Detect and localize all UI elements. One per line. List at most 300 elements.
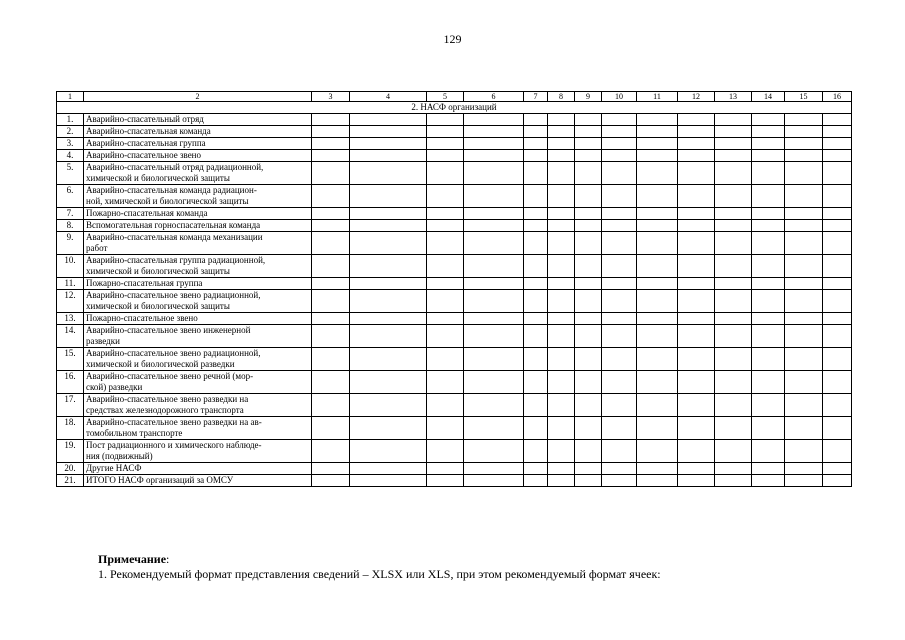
data-cell: [427, 150, 464, 162]
data-cell: [350, 114, 427, 126]
row-name-line: ной, химической и биологической защиты: [86, 196, 249, 206]
row-name: [84, 255, 312, 278]
table-row: [57, 150, 852, 162]
data-cell: [575, 138, 602, 150]
data-cell: [524, 185, 548, 208]
data-cell: [464, 185, 524, 208]
data-cell: [752, 162, 785, 185]
row-name: [84, 150, 312, 162]
row-number: 4.: [57, 150, 84, 162]
data-cell: [427, 417, 464, 440]
row-name: [84, 394, 312, 417]
row-name: [84, 278, 312, 290]
data-cell: [427, 290, 464, 313]
data-cell: [715, 138, 752, 150]
data-cell: [823, 220, 852, 232]
row-name: [84, 232, 312, 255]
data-cell: [752, 463, 785, 475]
data-cell: [350, 138, 427, 150]
data-cell: [575, 220, 602, 232]
data-cell: [575, 463, 602, 475]
data-cell: [350, 463, 427, 475]
data-cell: [312, 463, 350, 475]
data-cell: [602, 278, 637, 290]
data-cell: [427, 463, 464, 475]
data-cell: [427, 440, 464, 463]
data-cell: [548, 208, 575, 220]
row-number: 18.: [57, 417, 84, 440]
data-cell: [548, 440, 575, 463]
data-cell: [785, 417, 823, 440]
data-cell: [524, 290, 548, 313]
table-row: [57, 138, 852, 150]
data-cell: [350, 162, 427, 185]
data-cell: [785, 255, 823, 278]
data-cell: [548, 394, 575, 417]
data-cell: [524, 162, 548, 185]
data-cell: [464, 348, 524, 371]
data-cell: [548, 417, 575, 440]
data-cell: [602, 325, 637, 348]
data-cell: [350, 371, 427, 394]
data-cell: [752, 278, 785, 290]
row-name-line: работ: [86, 243, 108, 253]
table-row: [57, 394, 852, 417]
data-cell: [678, 126, 715, 138]
row-name-line: химической и биологической разведки: [86, 359, 235, 369]
table-row: [57, 255, 852, 278]
data-cell: [785, 232, 823, 255]
data-cell: [678, 290, 715, 313]
data-cell: [823, 371, 852, 394]
data-cell: [427, 278, 464, 290]
data-cell: [602, 475, 637, 487]
data-cell: [637, 278, 678, 290]
row-name: [84, 440, 312, 463]
column-number-cell: 15: [785, 92, 823, 102]
data-cell: [602, 185, 637, 208]
data-cell: [427, 313, 464, 325]
data-cell: [823, 278, 852, 290]
data-cell: [350, 313, 427, 325]
data-cell: [427, 232, 464, 255]
data-cell: [312, 371, 350, 394]
table-row: [57, 232, 852, 255]
data-cell: [427, 394, 464, 417]
column-number-cell: 13: [715, 92, 752, 102]
row-number: 17.: [57, 394, 84, 417]
data-cell: [715, 313, 752, 325]
data-cell: [823, 114, 852, 126]
data-cell: [312, 138, 350, 150]
data-cell: [575, 313, 602, 325]
data-cell: [602, 114, 637, 126]
data-cell: [678, 138, 715, 150]
table-row: [57, 371, 852, 394]
data-cell: [752, 220, 785, 232]
data-cell: [524, 394, 548, 417]
data-cell: [785, 348, 823, 371]
data-cell: [464, 290, 524, 313]
data-cell: [350, 150, 427, 162]
data-cell: [785, 440, 823, 463]
data-cell: [715, 208, 752, 220]
row-name-line: Аварийно-спасательная группа: [86, 138, 206, 148]
data-cell: [312, 255, 350, 278]
data-cell: [464, 394, 524, 417]
data-cell: [575, 348, 602, 371]
data-cell: [312, 126, 350, 138]
data-cell: [823, 150, 852, 162]
row-name: [84, 417, 312, 440]
row-name-line: Пожарно-спасательная группа: [86, 278, 203, 288]
data-cell: [427, 475, 464, 487]
row-name-line: химической и биологической защиты: [86, 301, 230, 311]
data-cell: [548, 126, 575, 138]
data-cell: [548, 278, 575, 290]
row-name-line: ИТОГО НАСФ организаций за ОМСУ: [86, 475, 234, 485]
data-cell: [637, 150, 678, 162]
data-cell: [524, 208, 548, 220]
data-cell: [637, 185, 678, 208]
data-cell: [752, 417, 785, 440]
data-cell: [715, 475, 752, 487]
data-cell: [602, 463, 637, 475]
data-cell: [637, 138, 678, 150]
data-cell: [524, 138, 548, 150]
data-cell: [637, 348, 678, 371]
data-cell: [752, 475, 785, 487]
data-cell: [548, 475, 575, 487]
table-row: [57, 162, 852, 185]
row-name: [84, 126, 312, 138]
column-number-cell: 3: [312, 92, 350, 102]
data-cell: [785, 208, 823, 220]
data-cell: [637, 440, 678, 463]
row-name-line: Аварийно-спасательное звено: [86, 150, 202, 160]
data-cell: [785, 290, 823, 313]
data-cell: [678, 371, 715, 394]
data-cell: [715, 232, 752, 255]
column-number-cell: 10: [602, 92, 637, 102]
data-cell: [752, 290, 785, 313]
data-cell: [464, 255, 524, 278]
row-name: [84, 220, 312, 232]
data-cell: [548, 290, 575, 313]
data-cell: [715, 162, 752, 185]
data-cell: [464, 440, 524, 463]
data-cell: [464, 162, 524, 185]
column-number-cell: 16: [823, 92, 852, 102]
row-number: 20.: [57, 463, 84, 475]
data-cell: [427, 325, 464, 348]
data-cell: [524, 440, 548, 463]
data-cell: [548, 220, 575, 232]
data-cell: [427, 126, 464, 138]
data-cell: [785, 220, 823, 232]
row-number: 19.: [57, 440, 84, 463]
data-cell: [575, 162, 602, 185]
data-cell: [823, 313, 852, 325]
data-cell: [602, 126, 637, 138]
row-name-line: Аварийно-спасательное звено разведки на: [86, 394, 249, 404]
data-cell: [575, 440, 602, 463]
data-cell: [678, 463, 715, 475]
row-number: 16.: [57, 371, 84, 394]
column-number-cell: 4: [350, 92, 427, 102]
note-title: Примечание: [98, 552, 167, 566]
data-cell: [312, 313, 350, 325]
data-cell: [464, 114, 524, 126]
data-cell: [823, 138, 852, 150]
data-cell: [715, 463, 752, 475]
row-name-line: Аварийно-спасательная команда радиацион-: [86, 185, 257, 195]
data-cell: [524, 150, 548, 162]
data-cell: [575, 290, 602, 313]
data-cell: [427, 114, 464, 126]
data-cell: [312, 208, 350, 220]
data-cell: [464, 208, 524, 220]
row-name-line: Аварийно-спасательная команда механизации: [86, 232, 263, 242]
data-cell: [575, 114, 602, 126]
data-cell: [823, 440, 852, 463]
data-cell: [602, 138, 637, 150]
data-cell: [464, 475, 524, 487]
data-cell: [715, 348, 752, 371]
data-cell: [350, 394, 427, 417]
data-cell: [575, 185, 602, 208]
data-cell: [637, 417, 678, 440]
data-cell: [548, 138, 575, 150]
data-cell: [823, 162, 852, 185]
table-row: [57, 313, 852, 325]
row-name-line: Аварийно-спасательная команда: [86, 126, 211, 136]
data-cell: [678, 348, 715, 371]
data-cell: [785, 138, 823, 150]
column-number-cell: 5: [427, 92, 464, 102]
data-cell: [575, 417, 602, 440]
data-cell: [752, 325, 785, 348]
table-row: [57, 463, 852, 475]
data-cell: [312, 325, 350, 348]
data-cell: [548, 325, 575, 348]
data-cell: [548, 371, 575, 394]
data-cell: [678, 325, 715, 348]
section-title-row: [57, 102, 852, 114]
row-number: 3.: [57, 138, 84, 150]
data-cell: [637, 463, 678, 475]
data-cell: [548, 150, 575, 162]
data-cell: [548, 162, 575, 185]
data-cell: [785, 126, 823, 138]
data-cell: [785, 162, 823, 185]
data-cell: [637, 208, 678, 220]
section-title: 2. НАСФ организаций: [57, 102, 852, 114]
data-cell: [715, 255, 752, 278]
data-cell: [427, 162, 464, 185]
data-cell: [785, 313, 823, 325]
data-cell: [715, 150, 752, 162]
row-name-line: Аварийно-спасательное звено речной (мор-: [86, 371, 254, 381]
data-cell: [312, 220, 350, 232]
data-cell: [575, 255, 602, 278]
row-name-line: Аварийно-спасательное звено разведки на ав-: [86, 417, 262, 427]
data-cell: [464, 417, 524, 440]
row-number: 10.: [57, 255, 84, 278]
data-cell: [823, 417, 852, 440]
data-cell: [823, 255, 852, 278]
data-cell: [548, 255, 575, 278]
data-cell: [678, 475, 715, 487]
data-cell: [752, 394, 785, 417]
data-cell: [312, 162, 350, 185]
data-cell: [602, 220, 637, 232]
row-name-line: Пост радиационного и химического наблюде-: [86, 440, 262, 450]
column-number-cell: 2: [84, 92, 312, 102]
data-cell: [678, 208, 715, 220]
data-cell: [312, 348, 350, 371]
data-cell: [350, 208, 427, 220]
data-cell: [312, 417, 350, 440]
data-cell: [312, 150, 350, 162]
data-cell: [350, 417, 427, 440]
data-cell: [602, 348, 637, 371]
data-cell: [715, 394, 752, 417]
column-number-row: [57, 92, 852, 102]
row-name-line: средствах железнодорожного транспорта: [86, 405, 244, 415]
note: [98, 552, 661, 582]
data-cell: [715, 290, 752, 313]
data-cell: [464, 126, 524, 138]
data-cell: [637, 162, 678, 185]
data-cell: [312, 114, 350, 126]
data-cell: [637, 126, 678, 138]
data-cell: [524, 114, 548, 126]
table-row: [57, 417, 852, 440]
data-cell: [524, 126, 548, 138]
data-cell: [350, 475, 427, 487]
data-cell: [464, 325, 524, 348]
row-name: [84, 138, 312, 150]
data-cell: [427, 208, 464, 220]
row-name: [84, 348, 312, 371]
row-number: 11.: [57, 278, 84, 290]
data-cell: [678, 220, 715, 232]
data-cell: [312, 394, 350, 417]
data-cell: [548, 232, 575, 255]
row-name: [84, 208, 312, 220]
row-number: 7.: [57, 208, 84, 220]
data-cell: [602, 162, 637, 185]
data-cell: [350, 348, 427, 371]
data-cell: [464, 150, 524, 162]
table-row: [57, 185, 852, 208]
data-cell: [752, 114, 785, 126]
row-name-line: Аварийно-спасательное звено радиационной,: [86, 290, 261, 300]
column-number-cell: 6: [464, 92, 524, 102]
row-name: [84, 185, 312, 208]
data-cell: [524, 463, 548, 475]
row-name-line: Аварийно-спасательное звено инженерной: [86, 325, 251, 335]
data-cell: [785, 325, 823, 348]
page-number: 129: [443, 32, 462, 46]
row-name-line: ния (подвижный): [86, 451, 153, 461]
data-cell: [427, 348, 464, 371]
data-cell: [785, 371, 823, 394]
row-number: 15.: [57, 348, 84, 371]
data-cell: [637, 114, 678, 126]
data-cell: [548, 348, 575, 371]
data-cell: [575, 278, 602, 290]
data-cell: [427, 185, 464, 208]
data-cell: [602, 313, 637, 325]
data-cell: [715, 126, 752, 138]
data-cell: [752, 208, 785, 220]
data-cell: [715, 440, 752, 463]
data-cell: [464, 371, 524, 394]
data-cell: [785, 114, 823, 126]
row-name-line: Аварийно-спасательный отряд радиационной,: [86, 162, 264, 172]
data-cell: [637, 371, 678, 394]
data-cell: [823, 463, 852, 475]
row-name: [84, 371, 312, 394]
data-cell: [575, 394, 602, 417]
table-row: [57, 440, 852, 463]
data-cell: [678, 394, 715, 417]
data-cell: [464, 313, 524, 325]
row-number: 8.: [57, 220, 84, 232]
row-name-line: Аварийно-спасательное звено радиационной,: [86, 348, 261, 358]
data-cell: [575, 150, 602, 162]
column-number-cell: 1: [57, 92, 84, 102]
row-name-line: Пожарно-спасательное звено: [86, 313, 198, 323]
data-cell: [427, 138, 464, 150]
data-cell: [350, 278, 427, 290]
data-cell: [785, 394, 823, 417]
row-name: [84, 290, 312, 313]
data-cell: [752, 185, 785, 208]
column-number-cell: 14: [752, 92, 785, 102]
table-row: [57, 290, 852, 313]
row-number: 14.: [57, 325, 84, 348]
row-number: 1.: [57, 114, 84, 126]
column-number-cell: 8: [548, 92, 575, 102]
row-name: [84, 114, 312, 126]
row-number: 5.: [57, 162, 84, 185]
data-cell: [350, 232, 427, 255]
data-cell: [350, 440, 427, 463]
data-cell: [678, 185, 715, 208]
nasf-table: [56, 91, 852, 487]
data-cell: [823, 126, 852, 138]
table-row: [57, 220, 852, 232]
data-cell: [752, 150, 785, 162]
data-cell: [464, 220, 524, 232]
data-cell: [752, 138, 785, 150]
data-cell: [312, 475, 350, 487]
data-cell: [785, 475, 823, 487]
data-cell: [524, 417, 548, 440]
data-cell: [715, 417, 752, 440]
data-cell: [350, 185, 427, 208]
row-name: [84, 475, 312, 487]
data-cell: [752, 126, 785, 138]
data-cell: [602, 255, 637, 278]
data-cell: [752, 313, 785, 325]
row-number: 6.: [57, 185, 84, 208]
data-cell: [637, 255, 678, 278]
data-cell: [312, 232, 350, 255]
